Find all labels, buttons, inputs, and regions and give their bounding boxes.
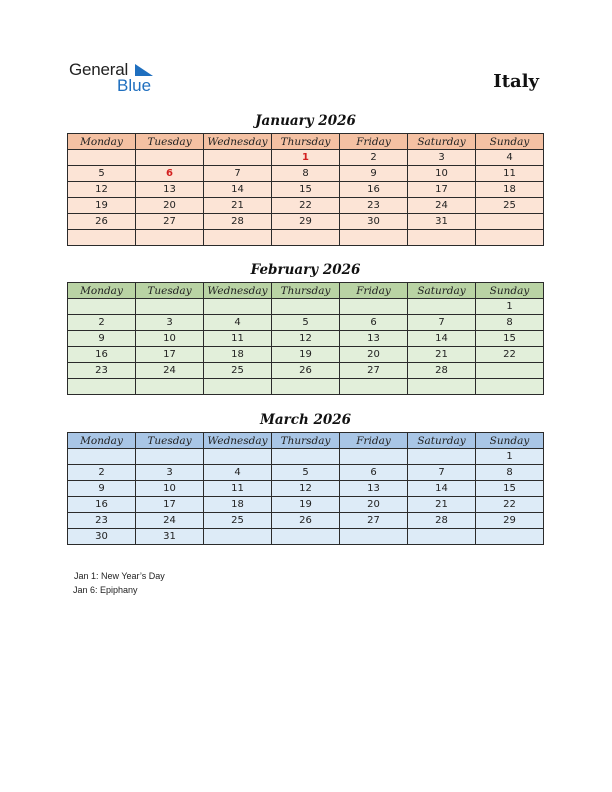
holiday-item: Jan 6: Epiphany (73, 584, 138, 595)
day-cell: 27 (136, 214, 204, 230)
week-row (68, 497, 544, 513)
day-cell: 10 (408, 166, 476, 182)
day-cell: 16 (68, 347, 136, 363)
day-cell: 28 (204, 214, 272, 230)
day-cell: 28 (408, 513, 476, 529)
day-cell (68, 230, 136, 246)
day-cell: 24 (408, 198, 476, 214)
day-cell (408, 529, 476, 545)
week-row (68, 331, 544, 347)
day-cell (136, 150, 204, 166)
day-cell (272, 230, 340, 246)
day-cell: 1 (476, 299, 544, 315)
day-cell (204, 299, 272, 315)
day-cell: 24 (136, 513, 204, 529)
day-cell: 12 (272, 481, 340, 497)
day-cell (272, 299, 340, 315)
day-cell: 7 (204, 166, 272, 182)
week-row (68, 481, 544, 497)
day-cell (476, 230, 544, 246)
day-cell: 17 (136, 497, 204, 513)
country-title: Italy (493, 71, 539, 92)
day-cell: 25 (204, 363, 272, 379)
day-cell: 5 (68, 166, 136, 182)
week-row (68, 182, 544, 198)
day-cell: 29 (476, 513, 544, 529)
weekday-header: Saturday (408, 283, 476, 299)
day-cell: 18 (204, 497, 272, 513)
day-cell: 29 (272, 214, 340, 230)
day-cell: 20 (340, 497, 408, 513)
day-cell (272, 449, 340, 465)
day-cell: 13 (340, 481, 408, 497)
day-cell: 22 (476, 497, 544, 513)
weekday-header-row (68, 283, 544, 299)
day-cell: 26 (68, 214, 136, 230)
logo-word-general: General (69, 60, 129, 79)
day-cell: 20 (340, 347, 408, 363)
day-cell: 31 (408, 214, 476, 230)
week-row (68, 198, 544, 214)
day-cell: 26 (272, 363, 340, 379)
day-cell: 4 (204, 465, 272, 481)
day-cell: 22 (476, 347, 544, 363)
day-cell: 3 (136, 465, 204, 481)
day-cell: 31 (136, 529, 204, 545)
day-cell (476, 363, 544, 379)
day-cell: 21 (408, 497, 476, 513)
week-row (68, 230, 544, 246)
week-row (68, 166, 544, 182)
weekday-header-row (68, 433, 544, 449)
day-cell: 18 (204, 347, 272, 363)
generalblue-logo (69, 60, 164, 96)
day-cell: 17 (136, 347, 204, 363)
week-row (68, 529, 544, 545)
week-row (68, 513, 544, 529)
day-cell: 1 (272, 150, 340, 166)
day-cell: 2 (68, 315, 136, 331)
weekday-header: Friday (340, 283, 408, 299)
day-cell: 30 (340, 214, 408, 230)
weekday-header: Monday (68, 134, 136, 150)
day-cell: 16 (340, 182, 408, 198)
day-cell: 23 (340, 198, 408, 214)
day-cell: 19 (68, 198, 136, 214)
day-cell: 30 (68, 529, 136, 545)
week-row (68, 379, 544, 395)
day-cell: 6 (340, 315, 408, 331)
day-cell: 9 (340, 166, 408, 182)
day-cell: 26 (272, 513, 340, 529)
day-cell: 14 (204, 182, 272, 198)
day-cell: 19 (272, 347, 340, 363)
day-cell: 11 (476, 166, 544, 182)
day-cell (136, 230, 204, 246)
day-cell (136, 299, 204, 315)
day-cell: 21 (204, 198, 272, 214)
week-row (68, 150, 544, 166)
day-cell: 12 (272, 331, 340, 347)
weekday-header: Saturday (408, 433, 476, 449)
day-cell: 5 (272, 315, 340, 331)
day-cell (340, 379, 408, 395)
weekday-header: Wednesday (204, 433, 272, 449)
day-cell: 12 (68, 182, 136, 198)
month-title-february: February 2026 (250, 262, 361, 278)
day-cell (204, 230, 272, 246)
day-cell: 27 (340, 513, 408, 529)
calendar-february (67, 282, 544, 395)
day-cell: 2 (68, 465, 136, 481)
week-row (68, 214, 544, 230)
day-cell: 11 (204, 331, 272, 347)
weekday-header-row (68, 134, 544, 150)
weekday-header: Tuesday (136, 134, 204, 150)
weekday-header: Saturday (408, 134, 476, 150)
day-cell: 15 (476, 481, 544, 497)
day-cell (204, 529, 272, 545)
day-cell: 10 (136, 481, 204, 497)
day-cell (340, 299, 408, 315)
day-cell: 20 (136, 198, 204, 214)
day-cell (408, 299, 476, 315)
day-cell: 14 (408, 331, 476, 347)
day-cell (408, 230, 476, 246)
day-cell: 8 (272, 166, 340, 182)
holiday-item: Jan 1: New Year’s Day (74, 571, 165, 581)
day-cell: 7 (408, 315, 476, 331)
day-cell (204, 379, 272, 395)
day-cell: 10 (136, 331, 204, 347)
weekday-header: Friday (340, 433, 408, 449)
day-cell (408, 379, 476, 395)
calendar-march (67, 432, 544, 545)
calendar-january (67, 133, 544, 246)
day-cell (340, 449, 408, 465)
day-cell: 3 (408, 150, 476, 166)
day-cell (476, 529, 544, 545)
day-cell: 4 (204, 315, 272, 331)
week-row (68, 299, 544, 315)
day-cell: 4 (476, 150, 544, 166)
day-cell: 9 (68, 481, 136, 497)
weekday-header: Sunday (476, 433, 544, 449)
day-cell: 6 (340, 465, 408, 481)
day-cell: 13 (340, 331, 408, 347)
day-cell: 3 (136, 315, 204, 331)
day-cell: 23 (68, 363, 136, 379)
day-cell (68, 379, 136, 395)
day-cell: 18 (476, 182, 544, 198)
day-cell: 15 (476, 331, 544, 347)
day-cell: 6 (136, 166, 204, 182)
day-cell: 1 (476, 449, 544, 465)
week-row (68, 347, 544, 363)
week-row (68, 363, 544, 379)
day-cell: 27 (340, 363, 408, 379)
day-cell: 17 (408, 182, 476, 198)
holiday-list (74, 570, 165, 597)
day-cell (408, 449, 476, 465)
weekday-header: Tuesday (136, 433, 204, 449)
day-cell: 2 (340, 150, 408, 166)
day-cell: 23 (68, 513, 136, 529)
weekday-header: Thursday (272, 283, 340, 299)
weekday-header: Sunday (476, 283, 544, 299)
day-cell (136, 449, 204, 465)
day-cell: 5 (272, 465, 340, 481)
day-cell (340, 230, 408, 246)
day-cell (204, 449, 272, 465)
weekday-header: Wednesday (204, 283, 272, 299)
month-title-march: March 2026 (259, 412, 352, 428)
weekday-header: Sunday (476, 134, 544, 150)
day-cell: 19 (272, 497, 340, 513)
day-cell: 11 (204, 481, 272, 497)
logo-word-blue: Blue (117, 76, 152, 95)
weekday-header: Friday (340, 134, 408, 150)
week-row (68, 465, 544, 481)
day-cell: 28 (408, 363, 476, 379)
day-cell: 24 (136, 363, 204, 379)
day-cell (136, 379, 204, 395)
day-cell (476, 379, 544, 395)
weekday-header: Thursday (272, 134, 340, 150)
day-cell (68, 449, 136, 465)
day-cell: 21 (408, 347, 476, 363)
day-cell (68, 150, 136, 166)
month-title-january: January 2026 (255, 113, 356, 129)
day-cell (272, 379, 340, 395)
day-cell (340, 529, 408, 545)
day-cell (476, 214, 544, 230)
day-cell (204, 150, 272, 166)
weekday-header: Monday (68, 283, 136, 299)
day-cell: 13 (136, 182, 204, 198)
weekday-header: Thursday (272, 433, 340, 449)
day-cell (272, 529, 340, 545)
day-cell: 9 (68, 331, 136, 347)
week-row (68, 315, 544, 331)
weekday-header: Monday (68, 433, 136, 449)
day-cell (68, 299, 136, 315)
day-cell: 14 (408, 481, 476, 497)
week-row (68, 449, 544, 465)
day-cell: 7 (408, 465, 476, 481)
day-cell: 8 (476, 465, 544, 481)
day-cell: 25 (476, 198, 544, 214)
day-cell: 22 (272, 198, 340, 214)
weekday-header: Wednesday (204, 134, 272, 150)
day-cell: 16 (68, 497, 136, 513)
day-cell: 8 (476, 315, 544, 331)
day-cell: 25 (204, 513, 272, 529)
weekday-header: Tuesday (136, 283, 204, 299)
day-cell: 15 (272, 182, 340, 198)
